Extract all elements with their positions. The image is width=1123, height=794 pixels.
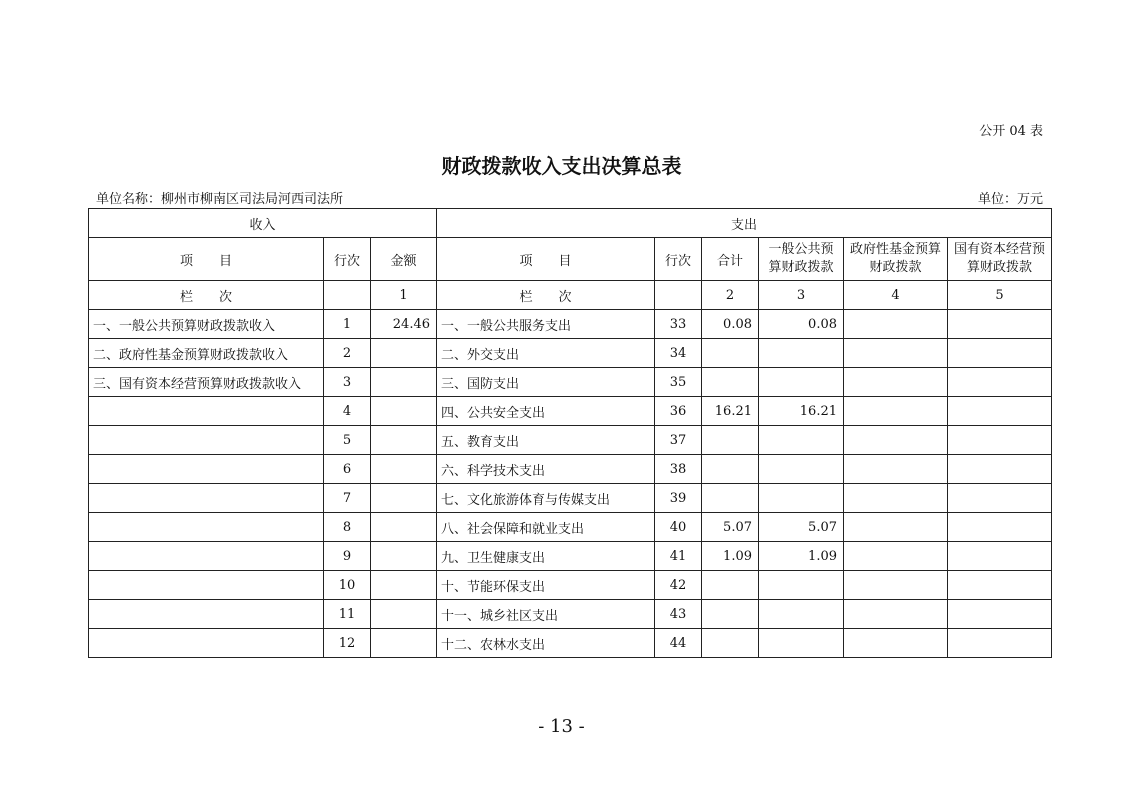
column-number-3: 3 (759, 281, 844, 310)
income-item-header: 项 目 (89, 238, 324, 281)
gov-fund-amount (844, 629, 948, 658)
page-title: 财政拨款收入支出决算总表 (441, 154, 682, 178)
expense-row-number: 36 (655, 397, 702, 426)
income-rowno-header: 行次 (324, 238, 371, 281)
expense-total (702, 571, 759, 600)
state-capital-amount (948, 397, 1052, 426)
income-amount: 24.46 (371, 310, 437, 339)
expense-column-label: 栏 次 (437, 281, 655, 310)
table-row (89, 397, 1052, 426)
table-row (89, 426, 1052, 455)
income-item (89, 426, 324, 455)
state-capital-amount (948, 542, 1052, 571)
income-amount (371, 571, 437, 600)
general-budget-amount (759, 455, 844, 484)
expense-total (702, 455, 759, 484)
state-capital-amount (948, 600, 1052, 629)
column-number-2: 2 (702, 281, 759, 310)
column-number-1: 1 (371, 281, 437, 310)
income-amount (371, 368, 437, 397)
general-budget-amount (759, 571, 844, 600)
income-amount (371, 455, 437, 484)
income-item (89, 455, 324, 484)
budget-table (88, 208, 1052, 658)
expense-row-number: 34 (655, 339, 702, 368)
expense-total (702, 629, 759, 658)
income-row-number: 7 (324, 484, 371, 513)
income-amount (371, 339, 437, 368)
expense-item: 八、社会保障和就业支出 (437, 513, 655, 542)
expense-total (702, 368, 759, 397)
income-item (89, 397, 324, 426)
general-budget-amount (759, 339, 844, 368)
state-capital-amount (948, 484, 1052, 513)
table-row (89, 542, 1052, 571)
expense-row-number: 33 (655, 310, 702, 339)
expense-item: 二、外交支出 (437, 339, 655, 368)
expense-item: 一、一般公共服务支出 (437, 310, 655, 339)
expense-item-header: 项 目 (437, 238, 655, 281)
income-item (89, 542, 324, 571)
income-amount (371, 629, 437, 658)
table-row (89, 484, 1052, 513)
income-row-number: 8 (324, 513, 371, 542)
form-number: 公开 04 表 (979, 124, 1043, 139)
expense-row-number: 44 (655, 629, 702, 658)
income-item: 一、一般公共预算财政拨款收入 (89, 310, 324, 339)
table-row (89, 600, 1052, 629)
gov-fund-header: 政府性基金预算财政拨款 (844, 238, 948, 281)
table-row (89, 339, 1052, 368)
state-capital-amount (948, 629, 1052, 658)
gov-fund-amount (844, 368, 948, 397)
income-header: 收入 (89, 209, 437, 238)
expense-total: 5.07 (702, 513, 759, 542)
income-row-number: 1 (324, 310, 371, 339)
expense-item: 四、公共安全支出 (437, 397, 655, 426)
table-row (89, 455, 1052, 484)
general-budget-amount (759, 426, 844, 455)
expense-total: 16.21 (702, 397, 759, 426)
income-amount (371, 600, 437, 629)
income-amount (371, 426, 437, 455)
income-item: 二、政府性基金预算财政拨款收入 (89, 339, 324, 368)
gov-fund-amount (844, 310, 948, 339)
empty-cell (324, 281, 371, 310)
expense-total (702, 426, 759, 455)
expense-row-number: 43 (655, 600, 702, 629)
table-row (89, 571, 1052, 600)
income-amount (371, 397, 437, 426)
expense-item: 十、节能环保支出 (437, 571, 655, 600)
general-budget-amount (759, 629, 844, 658)
expense-row-number: 40 (655, 513, 702, 542)
expense-item: 六、科学技术支出 (437, 455, 655, 484)
income-item: 三、国有资本经营预算财政拨款收入 (89, 368, 324, 397)
income-item (89, 571, 324, 600)
expense-row-number: 37 (655, 426, 702, 455)
empty-cell (655, 281, 702, 310)
state-capital-amount (948, 368, 1052, 397)
general-budget-header: 一般公共预算财政拨款 (759, 238, 844, 281)
gov-fund-amount (844, 542, 948, 571)
expense-header: 支出 (437, 209, 1052, 238)
expense-item: 七、文化旅游体育与传媒支出 (437, 484, 655, 513)
page-number: - 13 - (538, 716, 585, 737)
state-capital-amount (948, 426, 1052, 455)
expense-item: 十一、城乡社区支出 (437, 600, 655, 629)
general-budget-amount: 5.07 (759, 513, 844, 542)
expense-row-number: 41 (655, 542, 702, 571)
expense-rowno-header: 行次 (655, 238, 702, 281)
income-column-label: 栏 次 (89, 281, 324, 310)
expense-total: 1.09 (702, 542, 759, 571)
income-row-number: 4 (324, 397, 371, 426)
table-row (89, 629, 1052, 658)
currency-unit: 单位：万元 (977, 192, 1043, 207)
gov-fund-amount (844, 455, 948, 484)
general-budget-amount: 0.08 (759, 310, 844, 339)
gov-fund-amount (844, 600, 948, 629)
income-row-number: 2 (324, 339, 371, 368)
general-budget-amount (759, 368, 844, 397)
expense-total: 0.08 (702, 310, 759, 339)
gov-fund-amount (844, 339, 948, 368)
income-item (89, 600, 324, 629)
expense-total (702, 339, 759, 368)
income-amount (371, 513, 437, 542)
gov-fund-amount (844, 484, 948, 513)
state-capital-amount (948, 455, 1052, 484)
expense-item: 十二、农林水支出 (437, 629, 655, 658)
column-number-5: 5 (948, 281, 1052, 310)
total-header: 合计 (702, 238, 759, 281)
expense-total (702, 484, 759, 513)
general-budget-amount: 1.09 (759, 542, 844, 571)
state-capital-amount (948, 339, 1052, 368)
state-capital-amount (948, 571, 1052, 600)
income-item (89, 484, 324, 513)
expense-row-number: 39 (655, 484, 702, 513)
general-budget-amount (759, 600, 844, 629)
income-amount-header: 金额 (371, 238, 437, 281)
expense-row-number: 38 (655, 455, 702, 484)
gov-fund-amount (844, 426, 948, 455)
gov-fund-amount (844, 513, 948, 542)
table-row (89, 513, 1052, 542)
income-row-number: 10 (324, 571, 371, 600)
expense-row-number: 35 (655, 368, 702, 397)
income-row-number: 9 (324, 542, 371, 571)
expense-total (702, 600, 759, 629)
expense-item: 五、教育支出 (437, 426, 655, 455)
income-row-number: 11 (324, 600, 371, 629)
table-row (89, 368, 1052, 397)
income-row-number: 12 (324, 629, 371, 658)
income-item (89, 629, 324, 658)
table-row (89, 310, 1052, 339)
expense-item: 九、卫生健康支出 (437, 542, 655, 571)
gov-fund-amount (844, 397, 948, 426)
income-item (89, 513, 324, 542)
expense-row-number: 42 (655, 571, 702, 600)
column-number-4: 4 (844, 281, 948, 310)
income-row-number: 3 (324, 368, 371, 397)
state-capital-amount (948, 513, 1052, 542)
gov-fund-amount (844, 571, 948, 600)
income-amount (371, 542, 437, 571)
income-row-number: 6 (324, 455, 371, 484)
general-budget-amount (759, 484, 844, 513)
expense-item: 三、国防支出 (437, 368, 655, 397)
general-budget-amount: 16.21 (759, 397, 844, 426)
unit-name: 单位名称：柳州市柳南区司法局河西司法所 (96, 192, 344, 207)
state-capital-amount (948, 310, 1052, 339)
income-amount (371, 484, 437, 513)
state-capital-header: 国有资本经营预算财政拨款 (948, 238, 1052, 281)
income-row-number: 5 (324, 426, 371, 455)
